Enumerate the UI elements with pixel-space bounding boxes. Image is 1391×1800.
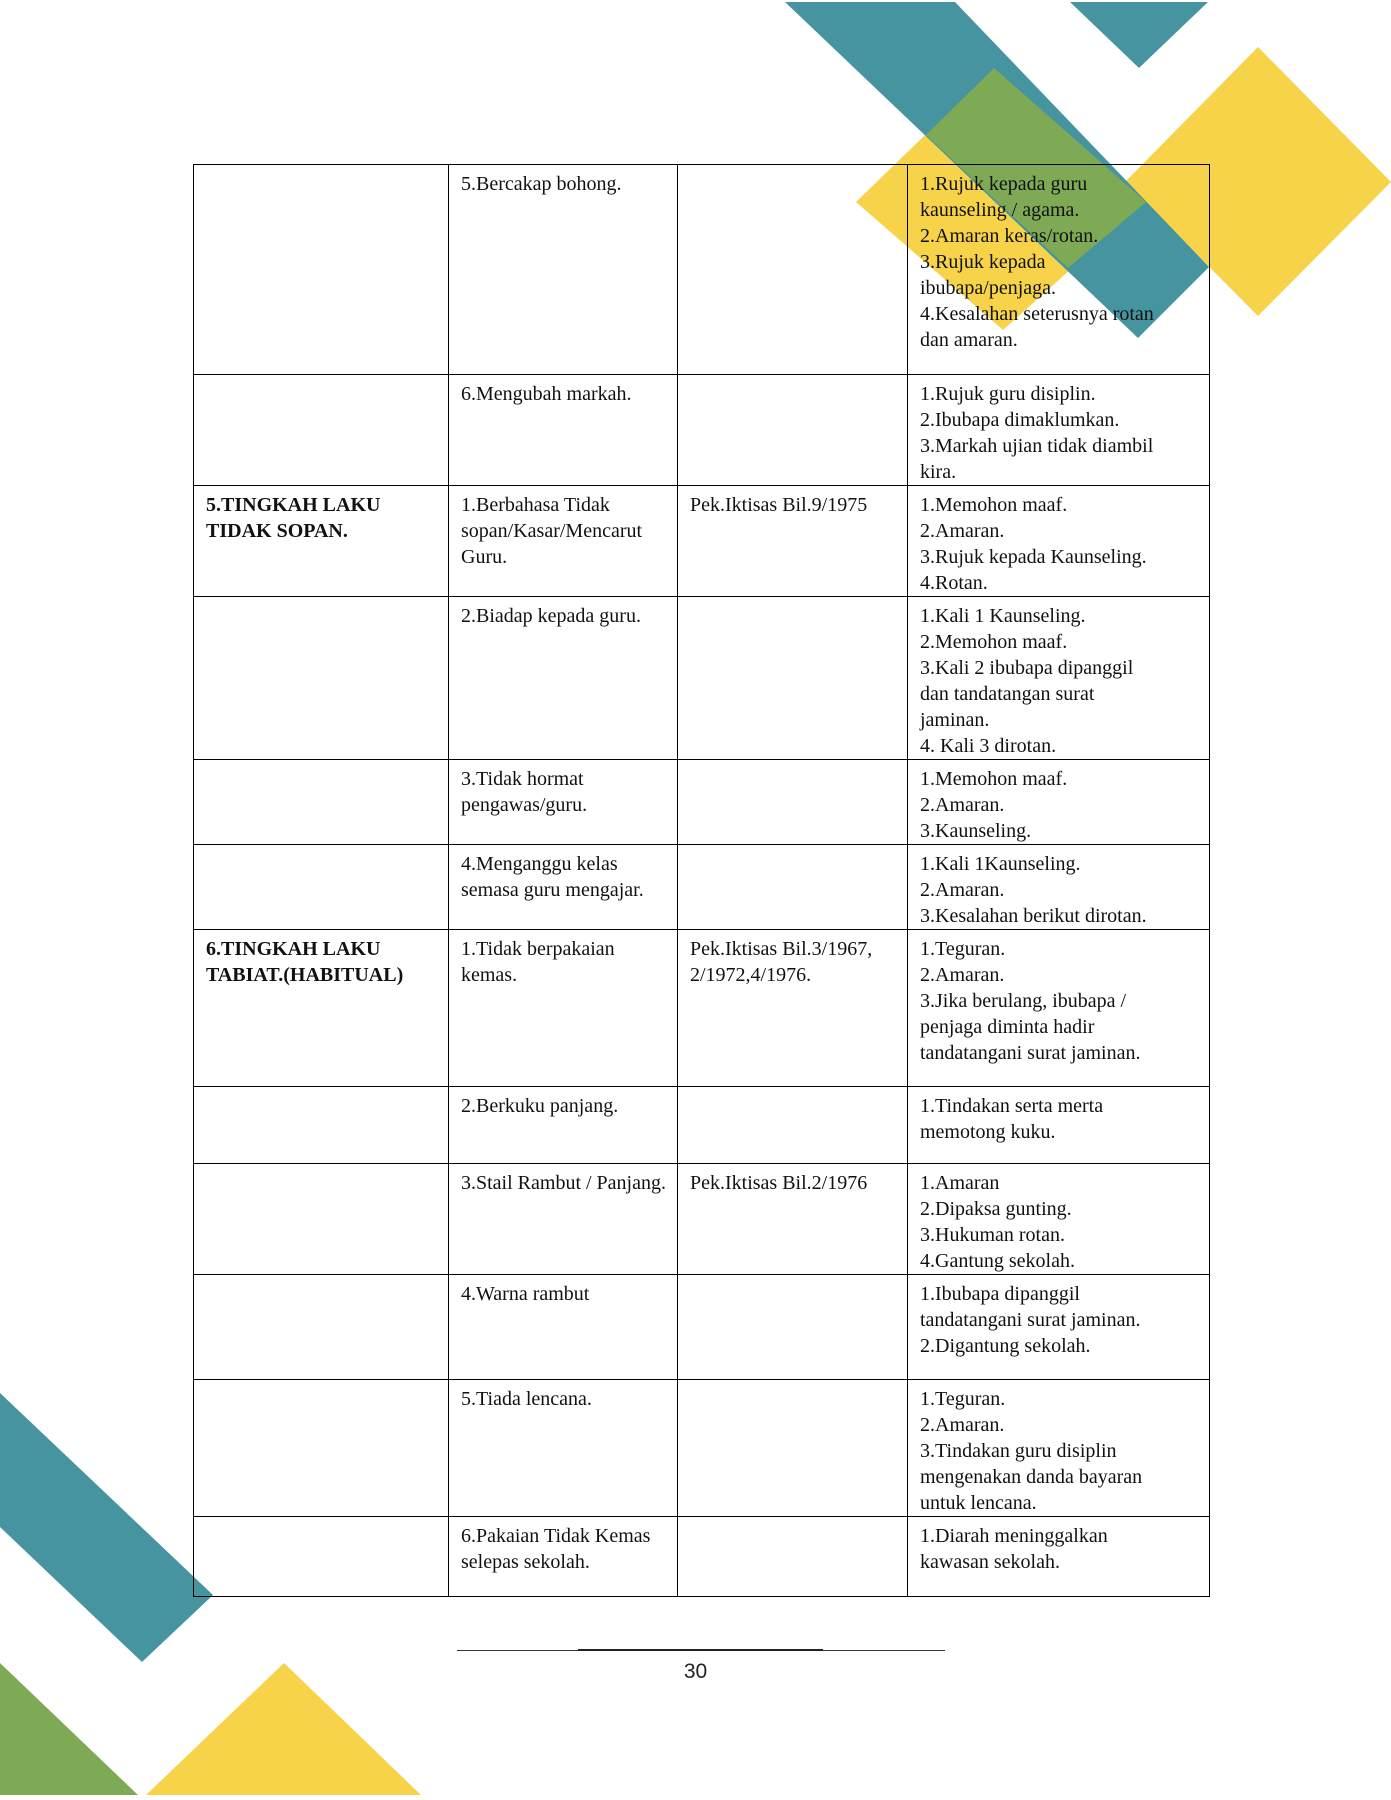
table-row bbox=[194, 165, 1210, 375]
action-line: 2.Amaran. bbox=[920, 964, 1005, 986]
table-row bbox=[194, 1275, 1210, 1380]
action-line: kira. bbox=[920, 461, 957, 483]
offence-cell: 4.Menganggu kelas semasa guru mengajar. bbox=[449, 845, 678, 930]
action-line: 1.Tindakan serta merta bbox=[920, 1095, 1104, 1117]
offence-cell: 2.Biadap kepada guru. bbox=[449, 597, 678, 760]
actions-cell bbox=[908, 760, 1210, 845]
offence-cell: 3.Tidak hormat pengawas/guru. bbox=[449, 760, 678, 845]
category-cell: 6.TINGKAH LAKU TABIAT.(HABITUAL) bbox=[194, 930, 449, 1087]
reference-cell bbox=[678, 375, 908, 486]
reference-cell bbox=[678, 1380, 908, 1517]
action-line: 4. Kali 3 dirotan. bbox=[920, 735, 1057, 757]
action-line: 2.Amaran. bbox=[920, 794, 1005, 816]
action-line: 4.Gantung sekolah. bbox=[920, 1250, 1075, 1272]
actions-cell bbox=[908, 375, 1210, 486]
table-row bbox=[194, 375, 1210, 486]
reference-cell bbox=[678, 1087, 908, 1164]
offence-cell: 3.Stail Rambut / Panjang. bbox=[449, 1164, 678, 1275]
actions-cell bbox=[908, 930, 1210, 1087]
action-line: 1.Diarah meninggalkan bbox=[920, 1525, 1108, 1547]
reference-cell: Pek.Iktisas Bil.9/1975 bbox=[678, 486, 908, 597]
category-cell bbox=[194, 1517, 449, 1597]
action-line: 3.Tindakan guru disiplin bbox=[920, 1440, 1117, 1462]
offence-cell: 5.Tiada lencana. bbox=[449, 1380, 678, 1517]
action-line: ibubapa/penjaga. bbox=[920, 277, 1057, 299]
action-line: 3.Kali 2 ibubapa dipanggil bbox=[920, 657, 1134, 679]
action-line: 1.Rujuk kepada guru bbox=[920, 173, 1088, 195]
action-line: dan amaran. bbox=[920, 329, 1018, 351]
actions-cell bbox=[908, 845, 1210, 930]
offence-cell: 6.Mengubah markah. bbox=[449, 375, 678, 486]
table-row bbox=[194, 1087, 1210, 1164]
action-line: 2.Dipaksa gunting. bbox=[920, 1198, 1072, 1220]
action-line: 1.Kali 1 Kaunseling. bbox=[920, 605, 1086, 627]
actions-cell bbox=[908, 1517, 1210, 1597]
table-row bbox=[194, 1164, 1210, 1275]
action-line: mengenakan danda bayaran bbox=[920, 1466, 1143, 1488]
action-line: 2.Amaran. bbox=[920, 879, 1005, 901]
action-line: 4.Kesalahan seterusnya rotan bbox=[920, 303, 1154, 325]
offence-cell: 4.Warna rambut bbox=[449, 1275, 678, 1380]
table-row bbox=[194, 760, 1210, 845]
category-cell bbox=[194, 597, 449, 760]
reference-cell: Pek.Iktisas Bil.3/1967, 2/1972,4/1976. bbox=[678, 930, 908, 1087]
table-row bbox=[194, 597, 1210, 760]
category-cell bbox=[194, 845, 449, 930]
category-cell bbox=[194, 760, 449, 845]
action-line: 3.Rujuk kepada bbox=[920, 251, 1046, 273]
action-line: kawasan sekolah. bbox=[920, 1551, 1060, 1573]
actions-cell bbox=[908, 1275, 1210, 1380]
discipline-table bbox=[193, 164, 1210, 1597]
page-number: 30 bbox=[683, 1660, 708, 1683]
action-line: 1.Teguran. bbox=[920, 1388, 1006, 1410]
action-line: 1.Memohon maaf. bbox=[920, 768, 1068, 790]
teal-band-bottom-left bbox=[0, 1393, 213, 1662]
category-cell bbox=[194, 1164, 449, 1275]
action-line: 1.Amaran bbox=[920, 1172, 1000, 1194]
action-line: untuk lencana. bbox=[920, 1492, 1037, 1514]
category-cell bbox=[194, 165, 449, 375]
action-line: 1.Kali 1Kaunseling. bbox=[920, 853, 1081, 875]
actions-cell bbox=[908, 1087, 1210, 1164]
offence-cell: 6.Pakaian Tidak Kemas selepas sekolah. bbox=[449, 1517, 678, 1597]
table-row bbox=[194, 1380, 1210, 1517]
action-line: 2.Amaran keras/rotan. bbox=[920, 225, 1099, 247]
action-line: 2.Digantung sekolah. bbox=[920, 1335, 1091, 1357]
actions-cell bbox=[908, 486, 1210, 597]
action-line: 2.Amaran. bbox=[920, 1414, 1005, 1436]
action-line: dan tandatangan surat bbox=[920, 683, 1095, 705]
action-line: 1.Memohon maaf. bbox=[920, 494, 1068, 516]
reference-cell bbox=[678, 1275, 908, 1380]
table-row bbox=[194, 1517, 1210, 1597]
action-line: 3.Hukuman rotan. bbox=[920, 1224, 1065, 1246]
action-line: memotong kuku. bbox=[920, 1121, 1056, 1143]
action-line: 2.Amaran. bbox=[920, 520, 1005, 542]
category-cell bbox=[194, 1087, 449, 1164]
actions-cell bbox=[908, 1164, 1210, 1275]
offence-cell: 1.Berbahasa Tidak sopan/Kasar/Mencarut Guru. bbox=[449, 486, 678, 597]
action-line: tandatangani surat jaminan. bbox=[920, 1042, 1141, 1064]
teal-triangle-top bbox=[1070, 2, 1208, 68]
action-line: 3.Rujuk kepada Kaunseling. bbox=[920, 546, 1147, 568]
table-row bbox=[194, 845, 1210, 930]
actions-cell bbox=[908, 1380, 1210, 1517]
reference-cell bbox=[678, 165, 908, 375]
category-cell: 5.TINGKAH LAKU TIDAK SOPAN. bbox=[194, 486, 449, 597]
actions-cell bbox=[908, 165, 1210, 375]
action-line: 2.Memohon maaf. bbox=[920, 631, 1068, 653]
reference-cell bbox=[678, 845, 908, 930]
action-line: 2.Ibubapa dimaklumkan. bbox=[920, 409, 1120, 431]
action-line: 3.Kaunseling. bbox=[920, 820, 1032, 842]
action-line: jaminan. bbox=[920, 709, 990, 731]
action-line: 1.Rujuk guru disiplin. bbox=[920, 383, 1096, 405]
offence-cell: 2.Berkuku panjang. bbox=[449, 1087, 678, 1164]
offence-cell: 1.Tidak berpakaian kemas. bbox=[449, 930, 678, 1087]
reference-cell bbox=[678, 760, 908, 845]
footer-divider-accent bbox=[578, 1649, 823, 1651]
reference-cell: Pek.Iktisas Bil.2/1976 bbox=[678, 1164, 908, 1275]
action-line: 1.Ibubapa dipanggil bbox=[920, 1283, 1080, 1305]
action-line: 4.Rotan. bbox=[920, 572, 988, 594]
action-line: 1.Teguran. bbox=[920, 938, 1006, 960]
offence-cell: 5.Bercakap bohong. bbox=[449, 165, 678, 375]
actions-cell bbox=[908, 597, 1210, 760]
action-line: tandatangani surat jaminan. bbox=[920, 1309, 1141, 1331]
action-line: 3.Jika berulang, ibubapa / bbox=[920, 990, 1127, 1012]
reference-cell bbox=[678, 1517, 908, 1597]
category-cell bbox=[194, 1380, 449, 1517]
table-row bbox=[194, 486, 1210, 597]
action-line: kaunseling / agama. bbox=[920, 199, 1080, 221]
table-row bbox=[194, 930, 1210, 1087]
action-line: 3.Kesalahan berikut dirotan. bbox=[920, 905, 1147, 927]
action-line: penjaga diminta hadir bbox=[920, 1016, 1095, 1038]
reference-cell bbox=[678, 597, 908, 760]
category-cell bbox=[194, 375, 449, 486]
action-line: 3.Markah ujian tidak diambil bbox=[920, 435, 1154, 457]
category-cell bbox=[194, 1275, 449, 1380]
